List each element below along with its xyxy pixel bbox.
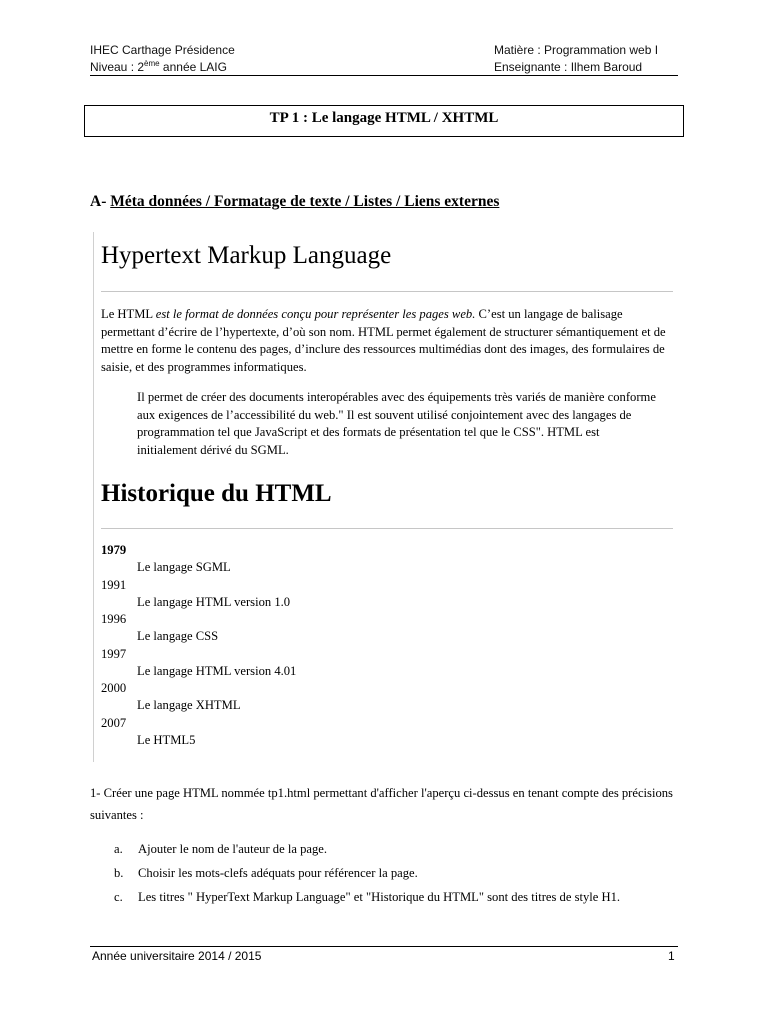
item-text: Ajouter le nom de l'auteur de la page.	[138, 842, 328, 856]
history-desc: Le langage CSS	[137, 629, 219, 643]
history-desc: Le langage HTML version 1.0	[137, 594, 291, 609]
preview-hr-1	[101, 291, 673, 292]
preview-blockquote: Il permet de créer des documents interopérables avec des équipements très variés de manière conforme aux exigences de l’accessibilité du web." Il est souvent utilisé conjointement avec des langages de programmation tel que JavaScript et des formats de présentation tel que le CSS". HTML est initialement dérivé du SGML.	[137, 390, 656, 457]
section-title: Méta données / Formatage de texte / Listes / Liens externes	[110, 193, 500, 210]
item-text: Choisir les mots-clefs adéquats pour référencer la page.	[138, 866, 418, 880]
tp-title-box	[84, 105, 684, 137]
question-item	[108, 838, 668, 860]
history-year: 1979	[101, 543, 127, 557]
teacher-label: Enseignante : Ilhem Baroud	[494, 60, 643, 74]
level-line: Niveau : 2ème année LAIG	[90, 59, 227, 74]
history-desc: Le langage HTML version 4.01	[137, 663, 297, 678]
subject-label: Matière : Programmation web I	[494, 43, 659, 57]
preview-hr-2	[101, 528, 673, 529]
school-name: IHEC Carthage Présidence	[90, 43, 235, 57]
history-year: 1997	[101, 646, 127, 661]
item-marker: b.	[114, 866, 124, 880]
preview-heading-1: Hypertext Markup Language	[101, 242, 392, 269]
history-year: 2007	[101, 715, 127, 730]
item-marker: c.	[114, 890, 123, 904]
preview-italic: est le format de données conçu pour représenter les pages web.	[155, 307, 476, 321]
preview-paragraph: Le HTML est le format de données conçu pour représenter les pages web. C’est un langage de balisage permettant d’écrire de l’hypertexte, d’où son nom. HTML permet également de structurer sémantiquement et de mettre en forme le contenu des pages, d’inclure des ressources multimédias dont des images, des formulaires de saisie, et des programmes informatiques.	[101, 307, 666, 374]
history-list	[101, 542, 296, 749]
preview-heading-2: Historique du HTML	[101, 480, 332, 507]
tp-title: TP 1 : Le langage HTML / XHTML	[269, 110, 499, 126]
html-preview	[93, 232, 683, 762]
footer-year: Année universitaire 2014 / 2015	[92, 949, 262, 963]
history-year: 1996	[101, 612, 127, 626]
section-heading: A- Méta données / Formatage de texte / Listes / Liens externes	[90, 193, 500, 210]
item-marker: a.	[114, 842, 123, 856]
footer-divider	[90, 946, 678, 947]
history-desc: Le langage SGML	[137, 560, 231, 574]
question-intro: 1- Créer une page HTML nommée tp1.html permettant d'afficher l'aperçu ci-dessus en tenant compte des précisions suivantes :	[90, 786, 673, 822]
page-number: 1	[668, 949, 675, 963]
history-year: 1991	[101, 577, 127, 592]
preview-left-border	[93, 232, 94, 762]
header-left	[90, 42, 235, 76]
header-divider	[90, 75, 678, 76]
question-item	[108, 862, 668, 884]
history-desc: Le langage XHTML	[137, 698, 241, 712]
history-desc: Le HTML5	[137, 732, 196, 747]
item-text: Les titres " HyperText Markup Language" et "Historique du HTML" sont des titres de style H1.	[138, 890, 621, 904]
history-year: 2000	[101, 681, 127, 695]
question-item	[108, 886, 668, 908]
header-right	[494, 42, 658, 76]
question-list	[108, 838, 668, 910]
